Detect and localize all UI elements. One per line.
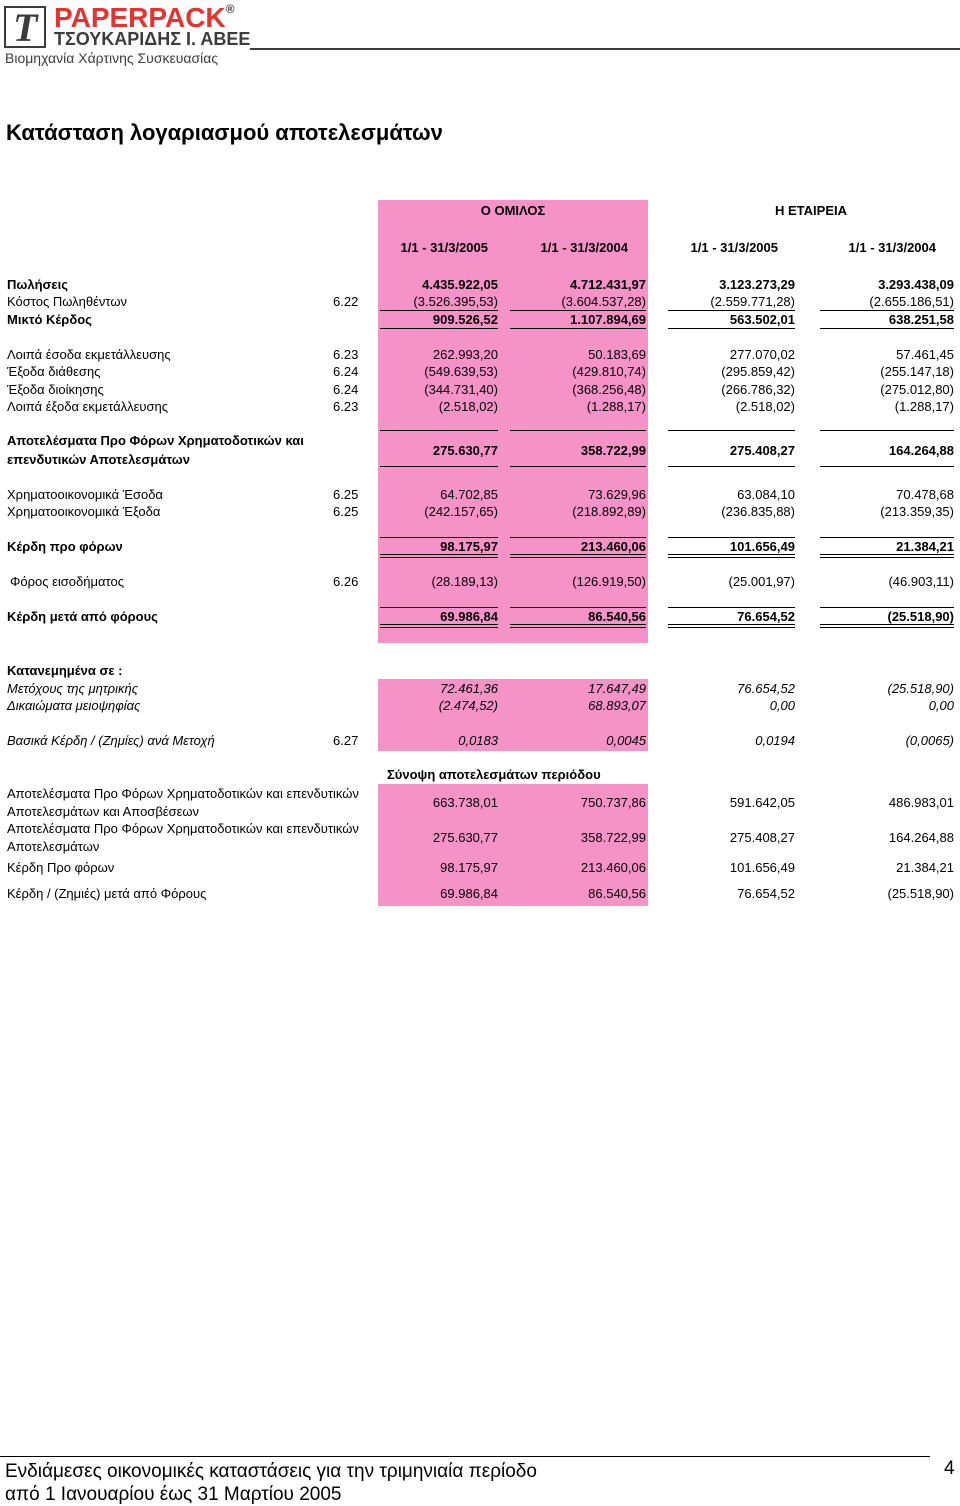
row-label: Κέρδη Προ φόρων	[7, 860, 115, 875]
subtotal-rule	[668, 430, 795, 431]
row-value: 76.654,52	[737, 886, 795, 901]
row-value: 21.384,21	[896, 539, 954, 554]
row-label: Κέρδη / (Ζημιές) μετά από Φόρους	[7, 886, 207, 901]
row-value: (2.655.186,51)	[869, 294, 954, 309]
row-value: 86.540,56	[588, 609, 646, 624]
row-value: 57.461,45	[896, 347, 954, 362]
subtotal-rule	[668, 537, 795, 538]
period-header-2: 1/1 - 31/3/2004	[540, 240, 628, 255]
total-rule	[510, 466, 646, 467]
row-value: (1.288,17)	[586, 399, 646, 414]
double-rule	[380, 554, 498, 558]
row-value: 262.993,20	[432, 347, 498, 362]
subtotal-rule	[380, 310, 498, 311]
row-value: 64.702,85	[440, 487, 498, 502]
subtotal-rule	[510, 430, 646, 431]
row-value: 101.656,49	[729, 539, 795, 554]
row-label: Βασικά Κέρδη / (Ζημίες) ανά Μετοχή	[7, 733, 215, 748]
row-value: 213.460,06	[580, 539, 646, 554]
row-label: Χρηματοοικονομικά Έσοδα	[7, 487, 163, 502]
row-value: 50.183,69	[588, 347, 646, 362]
row-value: 21.384,21	[896, 860, 954, 875]
row-label: Μετόχους της μητρικής	[7, 681, 139, 696]
row-value: 663.738,01	[432, 795, 498, 810]
row-value: 275.630,77	[432, 443, 498, 458]
subtotal-rule	[510, 310, 646, 311]
subtotal-rule	[510, 607, 646, 608]
double-rule	[510, 624, 646, 628]
period-header-4: 1/1 - 31/3/2004	[848, 240, 936, 255]
allocation-heading: Κατανεμημένα σε :	[7, 663, 123, 678]
row-value: 69.986,84	[440, 609, 498, 624]
row-value: 909.526,52	[432, 312, 498, 327]
row-label: Έξοδα διοίκησης	[7, 382, 104, 397]
row-value: 68.893,07	[588, 698, 646, 713]
row-value: 563.502,01	[729, 312, 795, 327]
row-value: 3.293.438,09	[878, 277, 954, 292]
row-label: Λοιπά έξοδα εκμετάλλευσης	[7, 399, 169, 414]
logo-mark	[4, 6, 46, 48]
row-value: 591.642,05	[729, 795, 795, 810]
row-value: 72.461,36	[440, 681, 498, 696]
row-value: 73.629,96	[588, 487, 646, 502]
row-note: 6.23	[333, 399, 359, 414]
footer-line-2: από 1 Ιανουαρίου έως 31 Μαρτίου 2005	[5, 1484, 342, 1505]
row-value: 17.647,49	[588, 681, 646, 696]
double-rule	[820, 624, 954, 628]
row-value: (236.835,88)	[721, 504, 795, 519]
row-value: (25.518,90)	[887, 609, 954, 624]
total-rule	[510, 328, 646, 329]
row-value: (0,0065)	[905, 733, 954, 748]
row-label: Χρηματοοικονομικά Έξοδα	[7, 504, 161, 519]
row-value: 98.175,97	[440, 860, 498, 875]
footer-line-1: Ενδιάμεσες οικονομικές καταστάσεις για την τριμηνιαία περίοδο	[5, 1461, 537, 1482]
row-value: (218.892,89)	[572, 504, 646, 519]
subtotal-rule	[820, 430, 954, 431]
total-rule	[668, 328, 795, 329]
row-note: 6.26	[333, 574, 359, 589]
row-value: 0,00	[928, 698, 954, 713]
row-value: 98.175,97	[440, 539, 498, 554]
row-label: Δικαιώματα μειοψηφίας	[7, 698, 141, 713]
double-rule	[820, 554, 954, 558]
row-note: 6.25	[333, 487, 359, 502]
row-note: 6.25	[333, 504, 359, 519]
row-value: (3.604.537,28)	[561, 294, 646, 309]
row-value: 275.630,77	[432, 830, 498, 845]
row-value: 213.460,06	[580, 860, 646, 875]
row-value: 0,0194	[755, 733, 795, 748]
row-value: (25.518,90)	[887, 886, 954, 901]
row-value: 0,0183	[458, 733, 498, 748]
row-value: 63.084,10	[737, 487, 795, 502]
row-value: (2.559.771,28)	[710, 294, 795, 309]
row-note: 6.24	[333, 364, 359, 379]
row-value: 4.712.431,97	[570, 277, 646, 292]
row-label-line2: Αποτελεσμάτων και Αποσβέσεων	[7, 804, 200, 819]
row-value: (295.859,42)	[721, 364, 795, 379]
row-label-line2: επενδυτικών Αποτελεσμάτων	[7, 452, 190, 467]
double-rule	[510, 554, 646, 558]
subtotal-rule	[668, 607, 795, 608]
row-value: 750.737,86	[580, 795, 646, 810]
row-value: (126.919,50)	[572, 574, 646, 589]
period-header-1: 1/1 - 31/3/2005	[400, 240, 488, 255]
subtotal-rule	[668, 310, 795, 311]
row-value: (2.518,02)	[735, 399, 795, 414]
logo-mark-letter: T	[13, 5, 38, 50]
row-label-line2: Αποτελεσμάτων	[7, 839, 100, 854]
row-value: 486.983,01	[888, 795, 954, 810]
row-value: 86.540,56	[588, 886, 646, 901]
row-value: 76.654,52	[737, 609, 795, 624]
row-note: 6.27	[333, 733, 359, 748]
row-value: (25.001,97)	[728, 574, 795, 589]
subtotal-rule	[820, 310, 954, 311]
row-label: Μικτό Κέρδος	[7, 312, 92, 327]
row-value: 0,00	[769, 698, 795, 713]
subtotal-rule	[380, 607, 498, 608]
summary-heading: Σύνοψη αποτελεσμάτων περιόδου	[387, 767, 601, 782]
page-number: 4	[944, 1458, 955, 1479]
row-label: Πωλήσεις	[7, 277, 68, 292]
footer-rule	[0, 1456, 930, 1457]
row-label: Αποτελέσματα Προ Φόρων Χρηματοδοτικών και επενδυτικών	[7, 821, 359, 836]
row-value: (28.189,13)	[431, 574, 498, 589]
row-value: 638.251,58	[888, 312, 954, 327]
row-value: 69.986,84	[440, 886, 498, 901]
row-value: (2.518,02)	[438, 399, 498, 414]
row-value: (242.157,65)	[424, 504, 498, 519]
total-rule	[380, 466, 498, 467]
company-header: Η ΕΤΑΙΡΕΙΑ	[775, 203, 847, 218]
subtotal-rule	[510, 537, 646, 538]
row-value: 358.722,99	[580, 830, 646, 845]
row-value: 1.107.894,69	[570, 312, 646, 327]
row-value: (25.518,90)	[887, 681, 954, 696]
row-value: 70.478,68	[896, 487, 954, 502]
row-value: 4.435.922,05	[422, 277, 498, 292]
row-value: 275.408,27	[729, 443, 795, 458]
row-value: 164.264,88	[888, 443, 954, 458]
row-value: 0,0045	[606, 733, 646, 748]
double-rule	[668, 624, 795, 628]
row-note: 6.24	[333, 382, 359, 397]
row-label: Λοιπά έσοδα εκμετάλλευσης	[7, 347, 171, 362]
row-value: (46.903,11)	[888, 574, 954, 589]
row-value: (213.359,35)	[880, 504, 954, 519]
subtotal-rule	[820, 537, 954, 538]
row-label: Αποτελέσματα Προ Φόρων Χρηματοδοτικών και επενδυτικών	[7, 786, 359, 801]
row-value: (2.474,52)	[438, 698, 498, 713]
brand-text: PAPERPACK	[54, 2, 226, 33]
row-note: 6.23	[333, 347, 359, 362]
subtotal-rule	[380, 537, 498, 538]
period-header-3: 1/1 - 31/3/2005	[690, 240, 778, 255]
subtotal-rule	[380, 430, 498, 431]
row-value: (275.012,80)	[880, 382, 954, 397]
row-value: 275.408,27	[729, 830, 795, 845]
row-value: (368.256,48)	[572, 382, 646, 397]
row-value: (344.731,40)	[424, 382, 498, 397]
row-label: Έξοδα διάθεσης	[7, 364, 101, 379]
header-rule	[250, 48, 960, 50]
page-title: Κατάσταση λογαριασμού αποτελεσμάτων	[6, 120, 443, 145]
row-note: 6.22	[333, 294, 359, 309]
row-value: 101.656,49	[729, 860, 795, 875]
total-rule	[820, 328, 954, 329]
row-value: (255.147,18)	[880, 364, 954, 379]
row-label: Κόστος Πωληθέντων	[7, 294, 127, 309]
group-header: Ο ΟΜΙΛΟΣ	[480, 203, 546, 218]
total-rule	[380, 328, 498, 329]
row-value: 164.264,88	[888, 830, 954, 845]
company-tagline: Βιομηχανία Χάρτινης Συσκευασίας	[5, 50, 219, 66]
row-label: Κέρδη μετά από φόρους	[7, 609, 158, 624]
row-value: (429.810,74)	[572, 364, 646, 379]
double-rule	[668, 554, 795, 558]
row-value: 358.722,99	[580, 443, 646, 458]
row-value: (1.288,17)	[894, 399, 954, 414]
total-rule	[668, 466, 795, 467]
total-rule	[820, 466, 954, 467]
row-label: Κέρδη προ φόρων	[7, 539, 123, 554]
row-value: 3.123.273,29	[719, 277, 795, 292]
row-label: Φόρος εισοδήματος	[10, 574, 124, 589]
row-value: (3.526.395,53)	[413, 294, 498, 309]
double-rule	[380, 624, 498, 628]
row-value: 76.654,52	[737, 681, 795, 696]
row-label: Αποτελέσματα Προ Φόρων Χρηματοδοτικών και	[7, 433, 304, 448]
row-value: (266.786,32)	[721, 382, 795, 397]
registered-mark: ®	[225, 2, 235, 16]
subtotal-rule	[820, 607, 954, 608]
row-value: 277.070,02	[729, 347, 795, 362]
row-value: (549.639,53)	[424, 364, 498, 379]
company-name: ΤΣΟΥΚΑΡΙΔΗΣ Ι. ΑΒΕΕ	[54, 29, 251, 49]
